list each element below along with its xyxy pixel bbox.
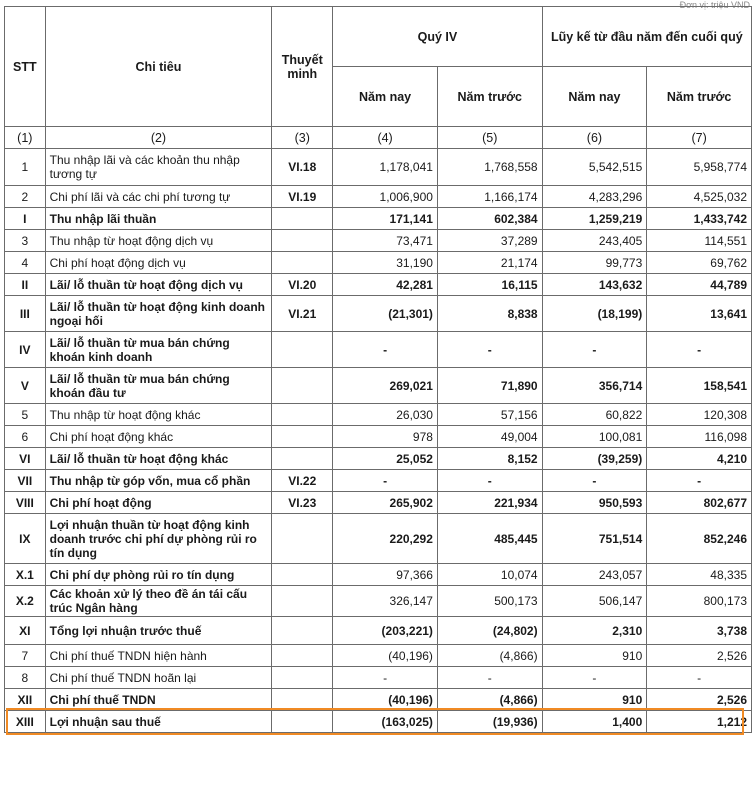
row-name: Lãi/ lỗ thuần từ mua bán chứng khoán đầu tư	[45, 368, 272, 404]
row-q-now: 1,178,041	[333, 149, 438, 186]
row-note	[272, 404, 333, 426]
row-q-prev: 485,445	[437, 514, 542, 564]
row-name: Chi phí hoạt động khác	[45, 426, 272, 448]
header-luy-ke: Lũy kế từ đầu năm đến cuối quý	[542, 7, 751, 67]
row-y-prev: 1,433,742	[647, 208, 752, 230]
row-name: Chi phí thuế TNDN hoãn lại	[45, 667, 272, 689]
row-y-now: 751,514	[542, 514, 647, 564]
row-y-prev: 114,551	[647, 230, 752, 252]
unit-note: Đơn vị: triệu VND	[679, 0, 750, 10]
table-row	[5, 667, 752, 689]
table-row	[5, 448, 752, 470]
row-y-now: -	[542, 470, 647, 492]
row-q-prev: (4,866)	[437, 645, 542, 667]
row-note	[272, 645, 333, 667]
row-q-prev: 500,173	[437, 586, 542, 617]
col-num: (3)	[272, 127, 333, 149]
row-name: Chi phí dự phòng rủi ro tín dụng	[45, 564, 272, 586]
row-name: Lãi/ lỗ thuần từ hoạt động kinh doanh ngoại hối	[45, 296, 272, 332]
row-q-prev: 21,174	[437, 252, 542, 274]
row-y-now: 100,081	[542, 426, 647, 448]
header-q-nam-truoc: Năm trước	[437, 67, 542, 127]
row-name: Chi phí lãi và các chi phí tương tự	[45, 186, 272, 208]
row-y-prev: 69,762	[647, 252, 752, 274]
row-y-now: 5,542,515	[542, 149, 647, 186]
row-q-prev: 1,166,174	[437, 186, 542, 208]
row-q-now: (21,301)	[333, 296, 438, 332]
row-name: Chi phí thuế TNDN hiện hành	[45, 645, 272, 667]
row-note	[272, 586, 333, 617]
row-q-now: 73,471	[333, 230, 438, 252]
row-y-now: 4,283,296	[542, 186, 647, 208]
row-note: VI.22	[272, 470, 333, 492]
row-note	[272, 617, 333, 645]
row-stt: I	[5, 208, 46, 230]
row-y-now: 60,822	[542, 404, 647, 426]
row-stt: 6	[5, 426, 46, 448]
row-q-now: 326,147	[333, 586, 438, 617]
row-name: Các khoản xử lý theo đề án tái cấu trúc Ngân hàng	[45, 586, 272, 617]
row-q-now: -	[333, 332, 438, 368]
table-row	[5, 470, 752, 492]
row-q-prev: 49,004	[437, 426, 542, 448]
row-q-now: 220,292	[333, 514, 438, 564]
row-stt: 3	[5, 230, 46, 252]
row-name: Lợi nhuận sau thuế	[45, 711, 272, 733]
row-name: Thu nhập từ hoạt động khác	[45, 404, 272, 426]
row-q-prev: (24,802)	[437, 617, 542, 645]
row-q-now: 42,281	[333, 274, 438, 296]
row-q-prev: 1,768,558	[437, 149, 542, 186]
table-row	[5, 186, 752, 208]
row-q-prev: -	[437, 667, 542, 689]
row-note	[272, 514, 333, 564]
row-stt: 1	[5, 149, 46, 186]
row-y-now: (39,259)	[542, 448, 647, 470]
col-num: (4)	[333, 127, 438, 149]
row-q-prev: -	[437, 470, 542, 492]
row-y-now: -	[542, 667, 647, 689]
header-chi-tieu: Chi tiêu	[45, 7, 272, 127]
table-row	[5, 564, 752, 586]
row-q-now: 978	[333, 426, 438, 448]
income-statement-table	[4, 6, 752, 733]
row-note: VI.21	[272, 296, 333, 332]
col-num: (2)	[45, 127, 272, 149]
row-stt: VIII	[5, 492, 46, 514]
table-row	[5, 208, 752, 230]
header-q-nam-nay: Năm nay	[333, 67, 438, 127]
row-q-prev: 8,838	[437, 296, 542, 332]
table-row	[5, 492, 752, 514]
row-y-prev: 48,335	[647, 564, 752, 586]
row-note	[272, 564, 333, 586]
row-name: Lãi/ lỗ thuần từ mua bán chứng khoán kinh doanh	[45, 332, 272, 368]
row-q-now: 1,006,900	[333, 186, 438, 208]
header-thuyet-minh: Thuyết minh	[272, 7, 333, 127]
table-row	[5, 368, 752, 404]
row-y-prev: 802,677	[647, 492, 752, 514]
row-y-prev: 158,541	[647, 368, 752, 404]
row-y-prev: 13,641	[647, 296, 752, 332]
row-q-now: (163,025)	[333, 711, 438, 733]
row-note: VI.19	[272, 186, 333, 208]
table-row	[5, 689, 752, 711]
row-q-now: (40,196)	[333, 689, 438, 711]
table-row	[5, 252, 752, 274]
col-num: (7)	[647, 127, 752, 149]
row-y-prev: 4,210	[647, 448, 752, 470]
row-name: Lợi nhuận thuần từ hoạt động kinh doanh trước chi phí dự phòng rủi ro tín dụng	[45, 514, 272, 564]
header-y-nam-nay: Năm nay	[542, 67, 647, 127]
row-y-now: 99,773	[542, 252, 647, 274]
row-q-now: -	[333, 470, 438, 492]
row-note	[272, 208, 333, 230]
row-q-now: 269,021	[333, 368, 438, 404]
row-y-now: 356,714	[542, 368, 647, 404]
row-name: Thu nhập từ hoạt động dịch vụ	[45, 230, 272, 252]
table-row	[5, 332, 752, 368]
row-y-prev: 3,738	[647, 617, 752, 645]
row-q-now: (40,196)	[333, 645, 438, 667]
table-row	[5, 645, 752, 667]
row-y-now: (18,199)	[542, 296, 647, 332]
col-num: (1)	[5, 127, 46, 149]
row-stt: IX	[5, 514, 46, 564]
row-stt: IV	[5, 332, 46, 368]
row-note: VI.20	[272, 274, 333, 296]
row-q-now: -	[333, 667, 438, 689]
row-y-prev: 800,173	[647, 586, 752, 617]
table-row	[5, 274, 752, 296]
row-q-now: 26,030	[333, 404, 438, 426]
row-q-prev: 37,289	[437, 230, 542, 252]
row-y-now: 1,400	[542, 711, 647, 733]
row-q-prev: -	[437, 332, 542, 368]
table-row	[5, 586, 752, 617]
row-note	[272, 426, 333, 448]
row-q-prev: 8,152	[437, 448, 542, 470]
col-num: (5)	[437, 127, 542, 149]
row-note	[272, 667, 333, 689]
row-name: Thu nhập từ góp vốn, mua cổ phần	[45, 470, 272, 492]
row-q-prev: 10,074	[437, 564, 542, 586]
row-q-prev: (4,866)	[437, 689, 542, 711]
row-stt: III	[5, 296, 46, 332]
row-note	[272, 711, 333, 733]
row-q-prev: 221,934	[437, 492, 542, 514]
row-q-prev: 71,890	[437, 368, 542, 404]
row-y-now: 2,310	[542, 617, 647, 645]
table-row	[5, 296, 752, 332]
row-y-prev: 852,246	[647, 514, 752, 564]
row-stt: 2	[5, 186, 46, 208]
row-q-prev: 16,115	[437, 274, 542, 296]
row-y-prev: 4,525,032	[647, 186, 752, 208]
row-y-prev: 5,958,774	[647, 149, 752, 186]
row-stt: 8	[5, 667, 46, 689]
row-y-now: -	[542, 332, 647, 368]
row-stt: XIII	[5, 711, 46, 733]
row-note	[272, 368, 333, 404]
col-num: (6)	[542, 127, 647, 149]
row-q-now: 171,141	[333, 208, 438, 230]
row-q-prev: (19,936)	[437, 711, 542, 733]
row-note	[272, 448, 333, 470]
row-y-prev: 2,526	[647, 689, 752, 711]
row-stt: X.1	[5, 564, 46, 586]
row-stt: VI	[5, 448, 46, 470]
row-y-prev: 120,308	[647, 404, 752, 426]
column-number-row	[5, 127, 752, 149]
table-row	[5, 230, 752, 252]
table-row	[5, 426, 752, 448]
table-row	[5, 514, 752, 564]
row-stt: X.2	[5, 586, 46, 617]
row-y-now: 243,405	[542, 230, 647, 252]
row-y-now: 910	[542, 645, 647, 667]
header-y-nam-truoc: Năm trước	[647, 67, 752, 127]
table-row	[5, 404, 752, 426]
row-name: Thu nhập lãi thuần	[45, 208, 272, 230]
row-stt: 5	[5, 404, 46, 426]
row-stt: VII	[5, 470, 46, 492]
row-y-now: 506,147	[542, 586, 647, 617]
row-name: Lãi/ lỗ thuần từ hoạt động khác	[45, 448, 272, 470]
row-q-now: 265,902	[333, 492, 438, 514]
row-y-prev: 1,212	[647, 711, 752, 733]
row-y-now: 143,632	[542, 274, 647, 296]
row-stt: II	[5, 274, 46, 296]
header-quy: Quý IV	[333, 7, 542, 67]
row-q-now: 97,366	[333, 564, 438, 586]
row-y-prev: -	[647, 667, 752, 689]
row-name: Chi phí hoạt động dịch vụ	[45, 252, 272, 274]
row-y-prev: -	[647, 332, 752, 368]
table-row	[5, 711, 752, 733]
row-note	[272, 252, 333, 274]
row-y-now: 243,057	[542, 564, 647, 586]
row-stt: 7	[5, 645, 46, 667]
row-name: Chi phí hoạt động	[45, 492, 272, 514]
row-q-prev: 57,156	[437, 404, 542, 426]
row-y-prev: 2,526	[647, 645, 752, 667]
row-y-prev: 44,789	[647, 274, 752, 296]
table-body	[5, 149, 752, 733]
row-name: Thu nhập lãi và các khoản thu nhập tương tự	[45, 149, 272, 186]
row-q-prev: 602,384	[437, 208, 542, 230]
row-y-now: 950,593	[542, 492, 647, 514]
row-stt: 4	[5, 252, 46, 274]
row-y-now: 910	[542, 689, 647, 711]
row-y-prev: 116,098	[647, 426, 752, 448]
row-stt: XII	[5, 689, 46, 711]
row-note	[272, 689, 333, 711]
row-stt: V	[5, 368, 46, 404]
table-row	[5, 617, 752, 645]
row-name: Chi phí thuế TNDN	[45, 689, 272, 711]
header-stt: STT	[5, 7, 46, 127]
row-note	[272, 230, 333, 252]
row-note: VI.23	[272, 492, 333, 514]
table-row	[5, 149, 752, 186]
row-stt: XI	[5, 617, 46, 645]
row-note: VI.18	[272, 149, 333, 186]
row-name: Tổng lợi nhuận trước thuế	[45, 617, 272, 645]
row-y-now: 1,259,219	[542, 208, 647, 230]
row-note	[272, 332, 333, 368]
row-q-now: 25,052	[333, 448, 438, 470]
row-q-now: 31,190	[333, 252, 438, 274]
row-y-prev: -	[647, 470, 752, 492]
row-name: Lãi/ lỗ thuần từ hoạt động dịch vụ	[45, 274, 272, 296]
row-q-now: (203,221)	[333, 617, 438, 645]
